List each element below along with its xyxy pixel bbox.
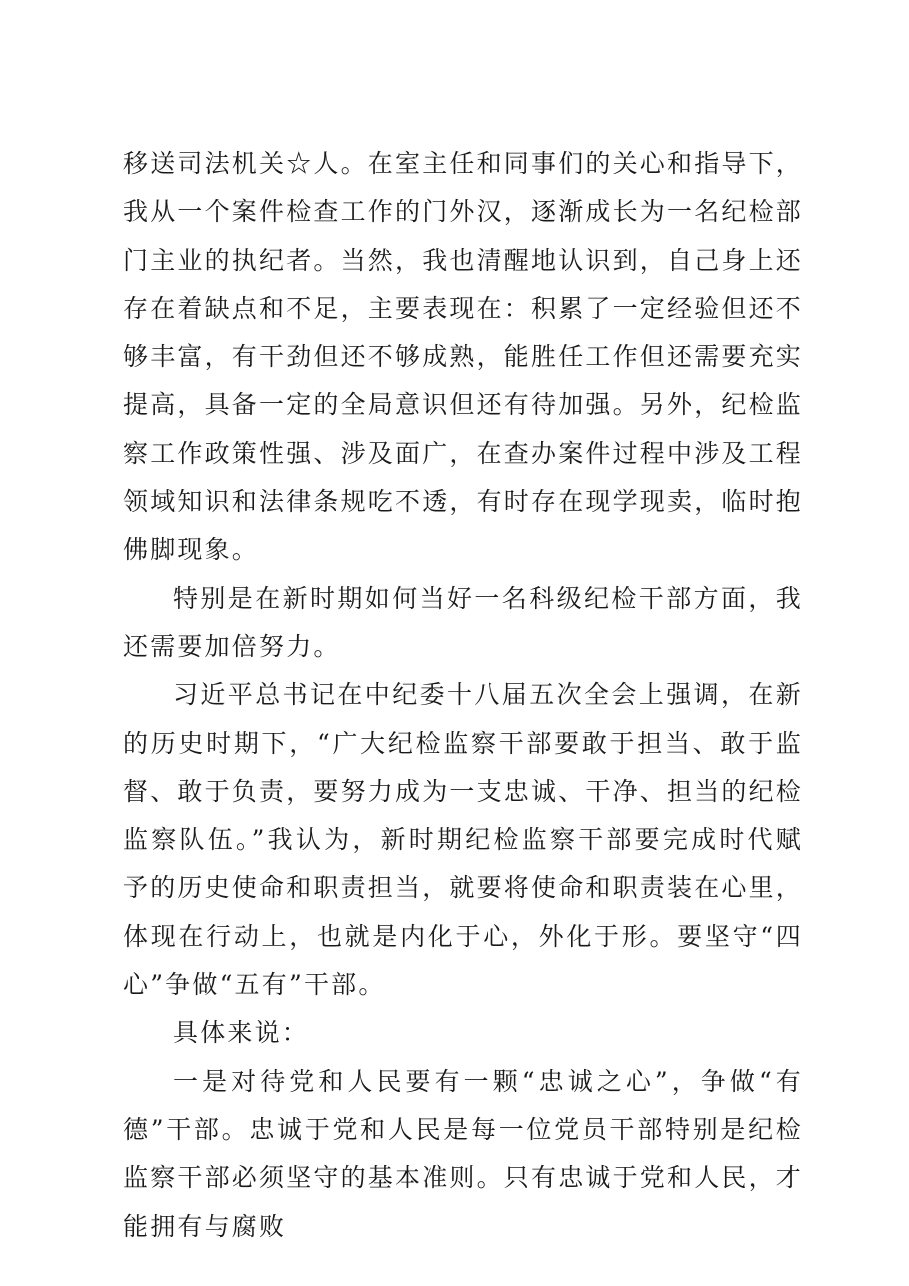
paragraph-effort: 特别是在新时期如何当好一名科级纪检干部方面，我还需要加倍努力。 (123, 583, 803, 661)
document-body (123, 140, 803, 1251)
paragraph-specifically: 具体来说： (173, 1018, 310, 1048)
paragraph-loyalty: 一是对待党和人民要有一颗“忠诚之心”，争做“有德”干部。忠诚于党和人民是每一位党员干部特别是纪检监察干部必须坚守的基本准则。只有忠诚于党和人民，才能拥有与腐败 (123, 1066, 804, 1241)
paragraph-quote: 习近平总书记在中纪委十八届五次全会上强调，在新的历史时期下，“广大纪检监察干部要敢于担当、敢于监督、敢于负责，要努力成为一支忠诚、干净、担当的纪检监察队伍。”我认为，新时期纪检监察干部要完成时代赋予的历史使命和职责担当，就要将使命和职责装在心里，体现在行动上，也就是内化于心，外化于形。要坚守“四心”争做“五有”干部。 (123, 680, 804, 1000)
paragraph-continuation: 移送司法机关☆人。在室主任和同事们的关心和指导下，我从一个案件检查工作的门外汉，逐渐成长为一名纪检部门主业的执纪者。当然，我也清醒地认识到，自己身上还存在着缺点和不足，主要表现在：积累了一定经验但还不够丰富，有干劲但还不够成熟，能胜任工作但还需要充实提高，具备一定的全局意识但还有待加强。另外，纪检监察工作政策性强、涉及面广，在查办案件过程中涉及工程领域知识和法律条规吃不透，有时存在现学现卖，临时抱佛脚现象。 (123, 149, 804, 565)
